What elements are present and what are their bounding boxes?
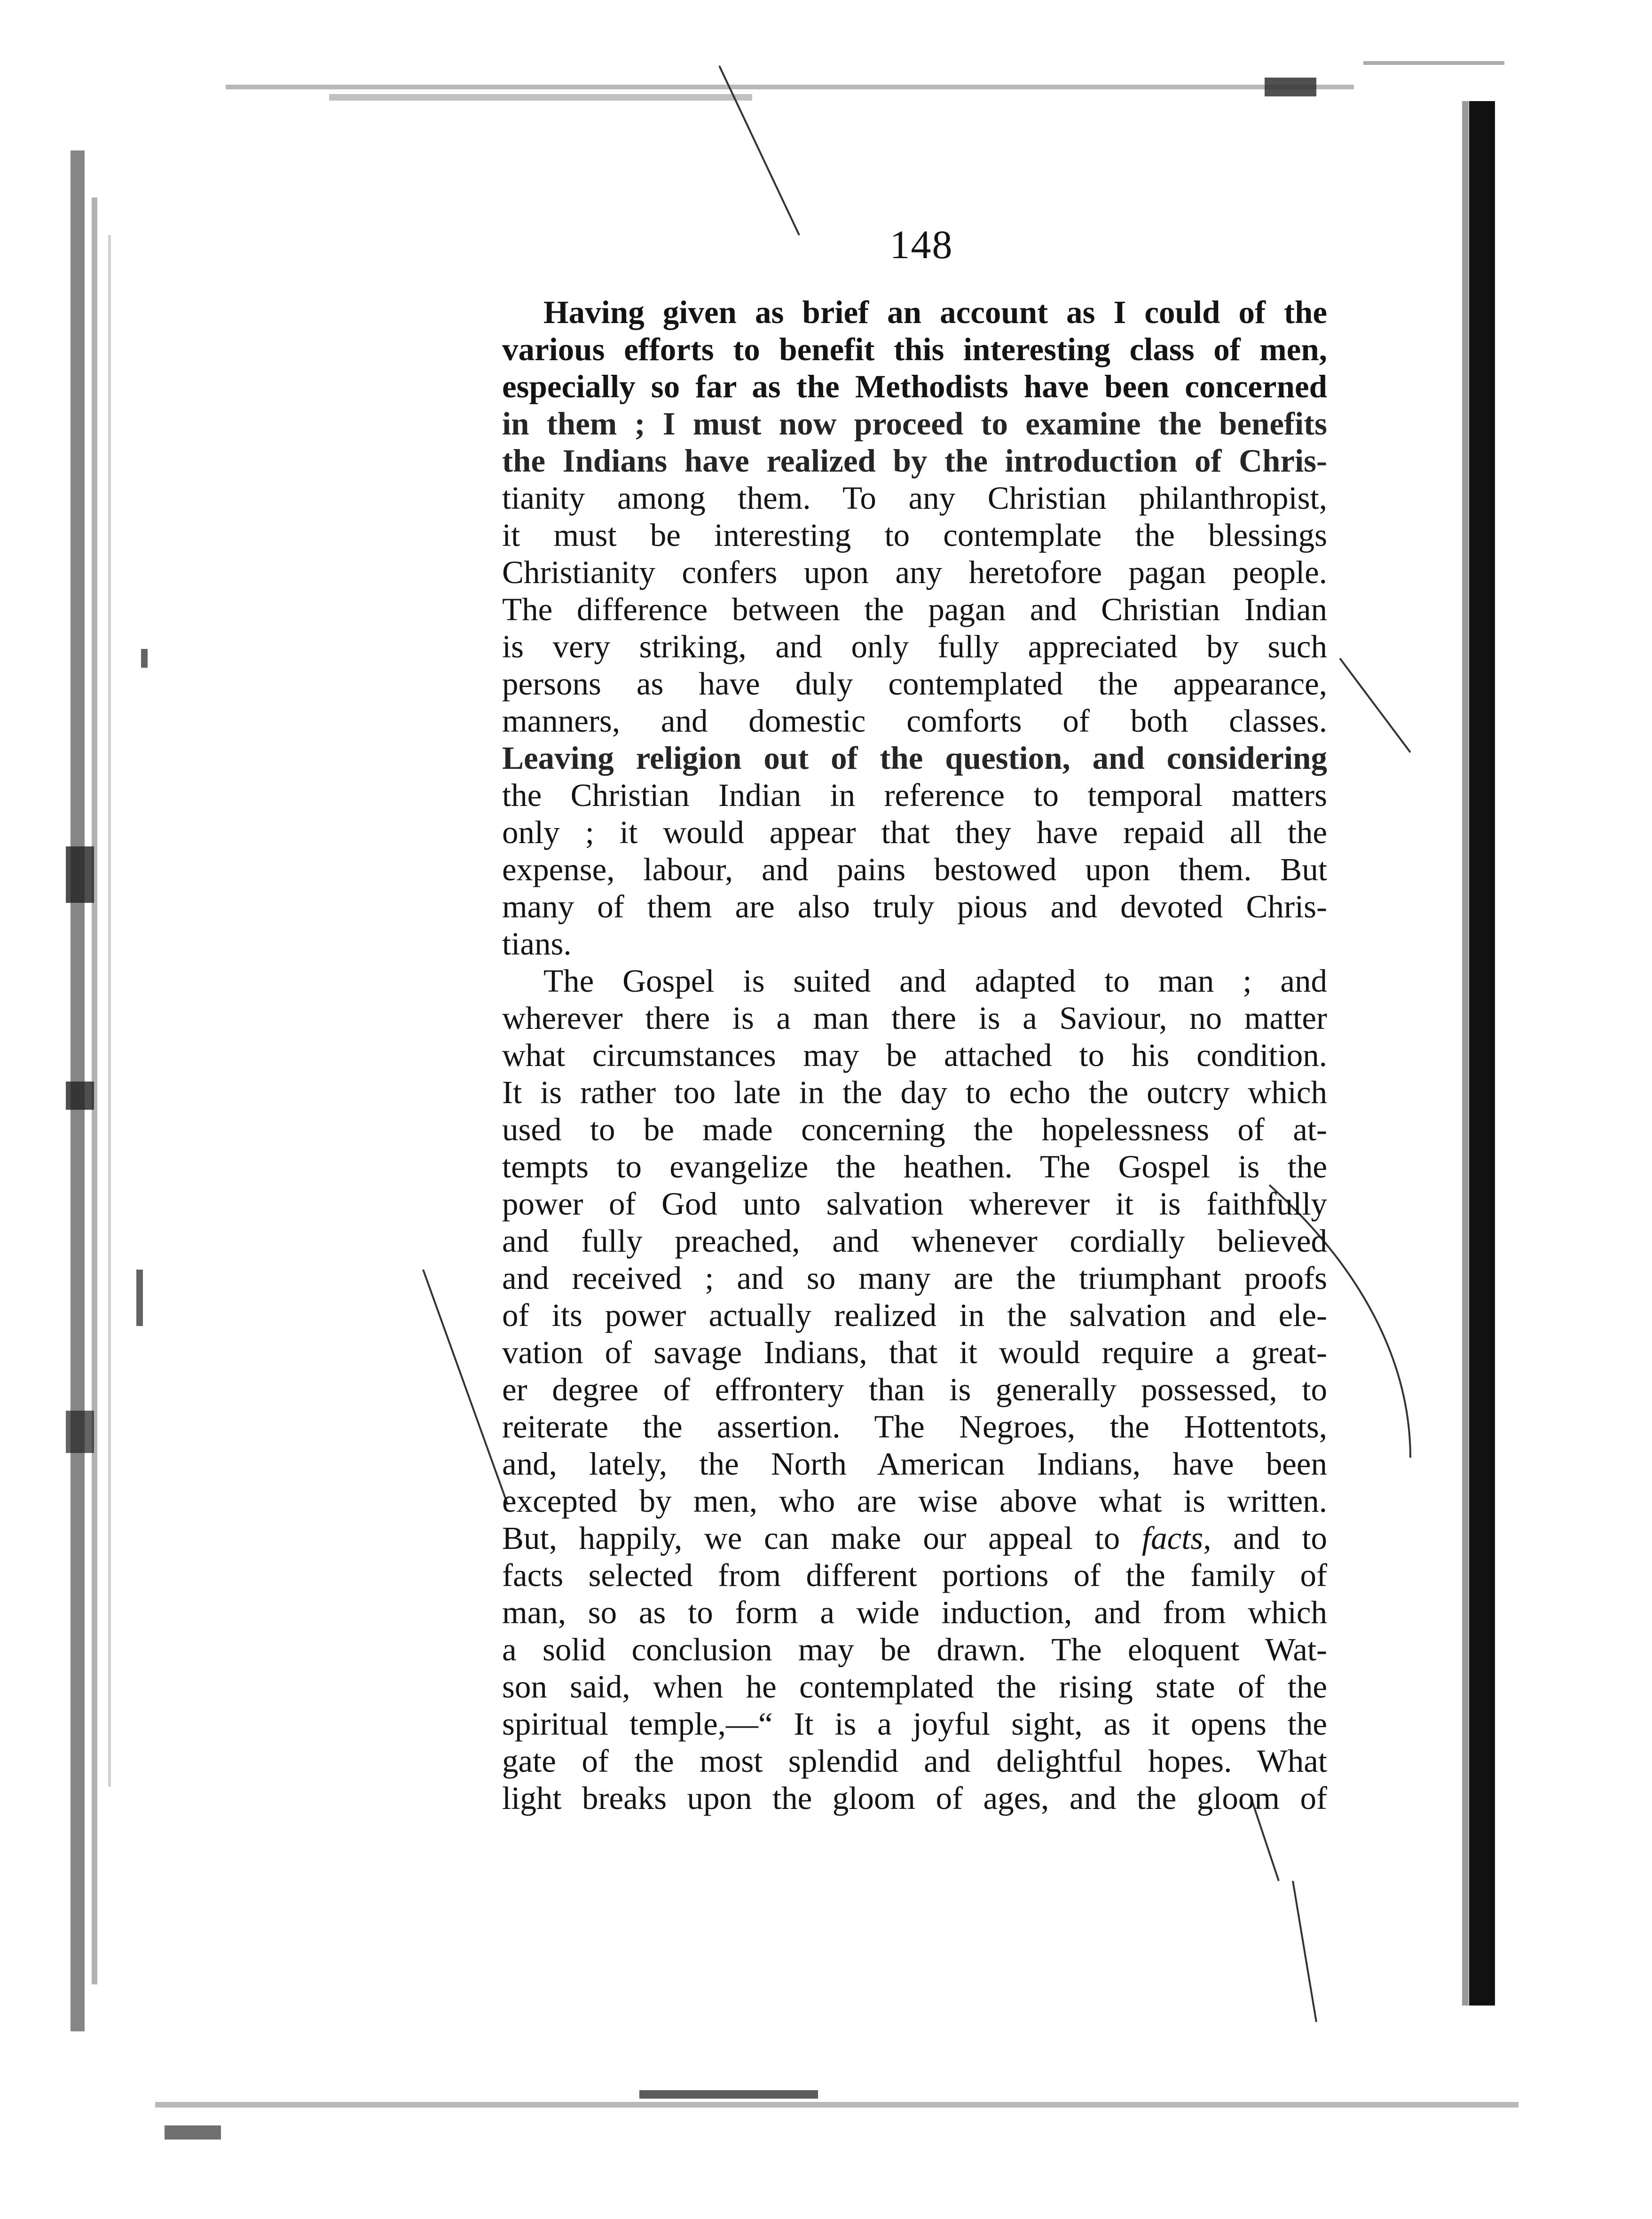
text-line: many of them are also truly pious and devoted Chris- <box>502 889 1327 924</box>
text-line: vation of savage Indians, that it would require a great- <box>502 1335 1327 1370</box>
text-line: various efforts to benefit this interesting class of men, <box>502 332 1327 367</box>
text-line: a solid conclusion may be drawn. The eloquent Wat- <box>502 1632 1327 1667</box>
text-line: tians. <box>502 926 572 962</box>
text-line: and fully preached, and whenever cordially believed <box>502 1223 1327 1259</box>
text-line: The Gospel is suited and adapted to man ; and <box>543 963 1327 999</box>
text-line: expense, labour, and pains bestowed upon them. But <box>502 852 1327 887</box>
text-line: son said, when he contemplated the rising state of the <box>502 1669 1327 1705</box>
right-binding-bar <box>1469 101 1495 2006</box>
text-line: gate of the most splendid and delightful hopes. What <box>502 1743 1327 1779</box>
body-text <box>502 294 1327 1817</box>
text-line: persons as have duly contemplated the appearance, <box>502 666 1327 702</box>
page-number: 148 <box>889 222 953 267</box>
text-line: man, so as to form a wide induction, and from which <box>502 1595 1327 1630</box>
text-line: what circumstances may be attached to his condition. <box>502 1037 1327 1073</box>
text-line: used to be made concerning the hopelessness of at- <box>502 1112 1327 1147</box>
text-line: and, lately, the North American Indians, have been <box>502 1446 1327 1482</box>
text-line: the Indians have realized by the introduction of Chris- <box>502 443 1327 479</box>
text-line: Leaving religion out of the question, and considering <box>502 740 1327 776</box>
text-line: in them ; I must now proceed to examine the benefits <box>502 406 1327 442</box>
text-line: and received ; and so many are the triumphant proofs <box>502 1260 1327 1296</box>
italic-word: facts <box>1141 1520 1204 1556</box>
text-line: of its power actually realized in the salvation and ele- <box>502 1297 1327 1333</box>
text-line: it must be interesting to contemplate the blessings <box>502 517 1327 553</box>
text-line: excepted by men, who are wise above what is written. <box>502 1483 1327 1519</box>
text-line: spiritual temple,—“ It is a joyful sight, as it opens the <box>502 1706 1327 1742</box>
italic-line-before: But, happily, we can make our appeal to <box>502 1520 1120 1556</box>
text-line: manners, and domestic comforts of both classes. <box>502 703 1327 739</box>
text-line: light breaks upon the gloom of ages, and the gloom of <box>502 1780 1327 1816</box>
text-line: Having given as brief an account as I could of the <box>543 294 1327 330</box>
text-line: the Christian Indian in reference to temporal matters <box>502 777 1327 813</box>
left-binding-edge <box>66 150 148 2031</box>
text-line: power of God unto salvation wherever it is faithfully <box>502 1186 1327 1222</box>
text-line: facts selected from different portions of the family of <box>502 1557 1327 1593</box>
text-line: It is rather too late in the day to echo the outcry which <box>502 1074 1327 1110</box>
text-line: er degree of effrontery than is generally possessed, to <box>502 1372 1327 1407</box>
text-line: especially so far as the Methodists have been concerned <box>502 369 1327 404</box>
text-line: reiterate the assertion. The Negroes, the Hottentots, <box>502 1409 1327 1445</box>
text-line-with-italic <box>502 1520 1327 1557</box>
top-edge-noise <box>226 61 1504 101</box>
bottom-edge-noise <box>155 2090 1518 2140</box>
text-line: is very striking, and only fully appreciated by such <box>502 629 1327 664</box>
text-line: Christianity confers upon any heretofore pagan people. <box>502 554 1327 590</box>
text-line: tempts to evangelize the heathen. The Gospel is the <box>502 1149 1327 1185</box>
text-line: only ; it would appear that they have repaid all the <box>502 814 1327 850</box>
text-line: The difference between the pagan and Christian Indian <box>502 592 1327 627</box>
text-line: tianity among them. To any Christian philanthropist, <box>502 480 1327 516</box>
text-line: wherever there is a man there is a Saviour, no matter <box>502 1000 1327 1036</box>
italic-line-after: , and to <box>1203 1520 1327 1556</box>
